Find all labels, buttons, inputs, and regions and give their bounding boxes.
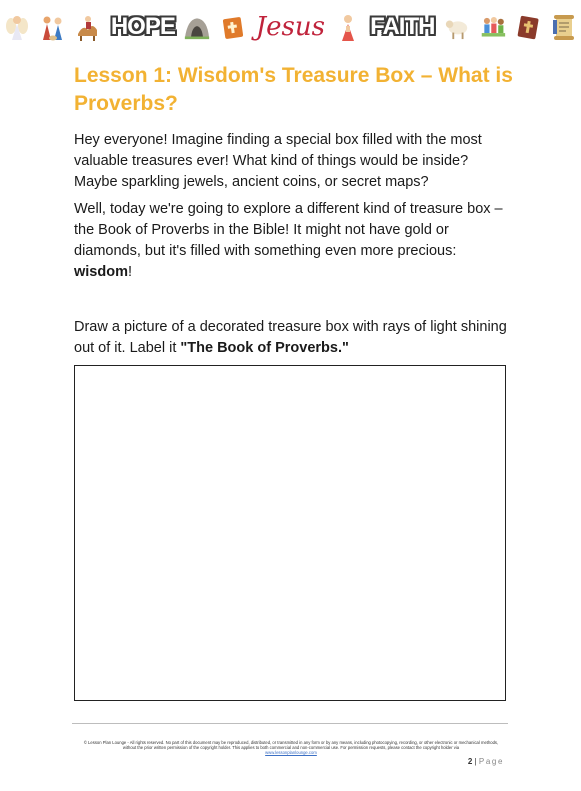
cave-tomb-icon: [184, 11, 210, 43]
angel-figure-icon: [4, 11, 30, 43]
hope-word-art: HOPE: [110, 13, 175, 40]
jesus-word-art: Jesus: [255, 12, 325, 42]
holy-book-icon: [515, 11, 541, 43]
footer-divider: [72, 723, 508, 724]
wisdom-paragraph-text: Well, today we're going to explore a different kind of treasure box – the Book of Proverbs in the Bible! It might not have gold or diamonds, but it's filled with something even more precious:: [74, 201, 503, 259]
activity-label: "The Book of Proverbs.": [180, 340, 349, 356]
page-number-value: 2: [467, 757, 473, 766]
lamb-icon: [444, 11, 470, 43]
bible-book-icon: [220, 11, 246, 43]
page-separator: |: [472, 757, 479, 766]
copyright-text: © Lesson Plan Lounge - All rights reserved. No part of this document may be reproduced, distributed, or transmitted in any form or by any means, including photocopying, recording, or other electronic or mechanical methods, without the prior written permission of the copyright holder. This applies to both commercial and non-commercial use. For permission requests, please contact the copyright holder via: [83, 740, 499, 750]
page-number: [468, 757, 504, 766]
nativity-family-icon: [40, 11, 66, 43]
page-word: Page: [478, 757, 504, 766]
wisdom-paragraph-end: !: [127, 264, 133, 280]
copyright-notice: [78, 740, 504, 756]
wisdom-paragraph: [74, 199, 514, 283]
wisdom-keyword: wisdom: [74, 264, 128, 280]
website-link[interactable]: www.lessonplanlounge.com: [265, 750, 317, 755]
lesson-title: Lesson 1: Wisdom's Treasure Box – What is Proverbs?: [74, 64, 513, 115]
drawing-box[interactable]: [74, 365, 506, 701]
activity-text: Draw a picture of a decorated treasure box with rays of light shining out of it. Label it: [74, 319, 507, 356]
intro-paragraph: Hey everyone! Imagine finding a special box filled with the most valuable treasures ever! What kind of things would be inside? Maybe sparkling jewels, ancient coins, or secret maps?: [74, 132, 482, 190]
scroll-icon: [551, 11, 577, 43]
praying-figure-icon: [335, 11, 361, 43]
camel-rider-icon: [75, 11, 101, 43]
header-banner: [4, 6, 577, 48]
faith-word-art: FAITH: [370, 13, 435, 40]
activity-instruction: [74, 317, 514, 359]
children-group-icon: [480, 11, 506, 43]
